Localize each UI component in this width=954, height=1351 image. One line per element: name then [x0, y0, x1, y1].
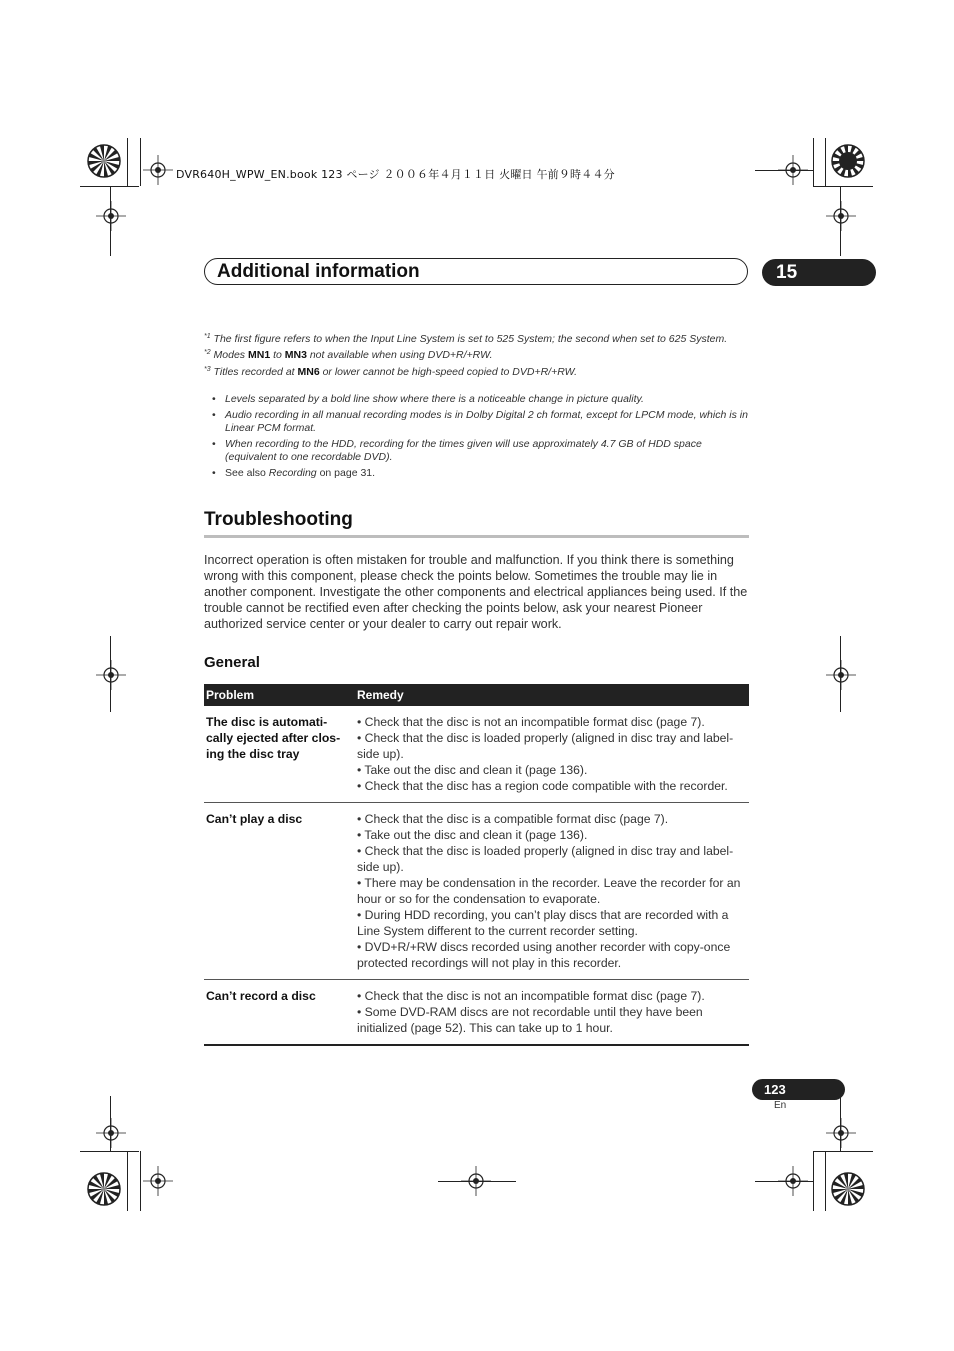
remedy-item: • During HDD recording, you can’t play discs that are recorded with a Line System different to the current recorder setting. — [357, 908, 729, 938]
chapter-number-badge: 15 — [762, 259, 876, 286]
remedy-item: • Check that the disc is loaded properly (aligned in disc tray and label-side up). — [357, 844, 734, 874]
registration-mark-icon — [826, 660, 856, 690]
remedy-cell — [355, 980, 749, 1046]
language-code: En — [774, 1100, 787, 1111]
remedy-item: • Check that the disc has a region code compatible with the recorder. — [357, 779, 728, 793]
table-row — [204, 980, 749, 1046]
remedy-cell — [355, 706, 749, 803]
section-divider — [204, 535, 749, 538]
remedy-item: • Check that the disc is not an incompatible format disc (page 7). — [357, 715, 705, 729]
registration-mark-icon — [826, 1118, 856, 1148]
note-item: • Levels separated by a bold line show where there is a noticeable change in picture quality. — [212, 393, 752, 406]
starburst-target-icon — [86, 1171, 122, 1207]
chapter-title: Additional information — [217, 261, 420, 282]
section-title: Troubleshooting — [204, 509, 353, 530]
table-row — [204, 803, 749, 980]
page-number-badge: 123 — [752, 1079, 845, 1100]
problem-cell: The disc is automati-cally ejected after clos-ing the disc tray — [206, 715, 341, 761]
table-header-row — [204, 684, 749, 706]
see-also-note: • See also Recording on page 31. — [212, 467, 752, 480]
footnote-3: $^{*3}$ Titles recorded at MN6 or lower cannot be high-speed copied to DVD+R/+RW. — [204, 366, 578, 378]
registration-mark-icon — [96, 201, 126, 231]
notes-list — [212, 393, 752, 483]
remedy-item: • Take out the disc and clean it (page 136). — [357, 763, 588, 777]
footnote-2: $^{*2}$ Modes MN1 to MN3 not available when using DVD+R/+RW. — [204, 349, 493, 361]
remedy-item: • Check that the disc is a compatible format disc (page 7). — [357, 812, 669, 826]
registration-mark-icon — [96, 660, 126, 690]
note-item: • Audio recording in all manual recording modes is in Dolby Digital 2 ch format, except for LPCM mode, which is in Linear PCM format. — [212, 409, 752, 435]
footnote-1: $^{*1}$ The first figure refers to when the Input Line System is set to 525 System; the second when set to 625 System. — [204, 333, 728, 345]
registration-mark-icon — [143, 1166, 173, 1196]
remedy-cell — [355, 803, 749, 980]
remedy-item: • Check that the disc is not an incompatible format disc (page 7). — [357, 989, 705, 1003]
remedy-item: • Some DVD-RAM discs are not recordable until they have been initialized (page 52). This can take up to 1 hour. — [357, 1005, 703, 1035]
section-intro: Incorrect operation is often mistaken for trouble and malfunction. If you think there is something wrong with this component, please check the points below. Sometimes the trouble may lie in another component. Investigate the other components and electrical appliances being used. If the trouble cannot be rectified even after checking the points below, ask your nearest Pioneer authorized service center or your dealer to carry out repair work. — [204, 553, 748, 631]
starburst-target-icon — [830, 1171, 866, 1207]
column-header-problem: Problem — [204, 684, 355, 706]
problem-cell: Can’t play a disc — [204, 803, 355, 980]
remedy-item: • Check that the disc is loaded properly (aligned in disc tray and label-side up). — [357, 731, 734, 761]
table-row — [204, 706, 749, 803]
remedy-item: • DVD+R/+RW discs recorded using another recorder with copy-once protected recordings will not play in this recorder. — [357, 940, 731, 970]
note-item: • When recording to the HDD, recording for the times given will use approximately 4.7 GB of HDD space (equivalent to one recordable DVD). — [212, 438, 752, 464]
registration-mark-icon — [826, 201, 856, 231]
print-info: DVR640H_WPW_EN.book 123 ページ ２００６年４月１１日 火曜日 午前９時４４分 — [176, 168, 615, 181]
see-also-link[interactable]: Recording — [268, 467, 317, 479]
troubleshooting-table — [204, 684, 749, 1046]
registration-mark-icon — [96, 1118, 126, 1148]
remedy-item: • There may be condensation in the recorder. Leave the recorder for an hour or so for the condensation to evaporate. — [357, 876, 741, 906]
problem-cell: Can’t record a disc — [204, 980, 355, 1046]
starburst-target-icon — [86, 143, 122, 179]
column-header-remedy: Remedy — [355, 684, 749, 706]
registration-mark-icon — [143, 155, 173, 185]
subsection-title: General — [204, 654, 260, 671]
starburst-target-icon — [830, 143, 866, 179]
remedy-item: • Take out the disc and clean it (page 136). — [357, 828, 588, 842]
